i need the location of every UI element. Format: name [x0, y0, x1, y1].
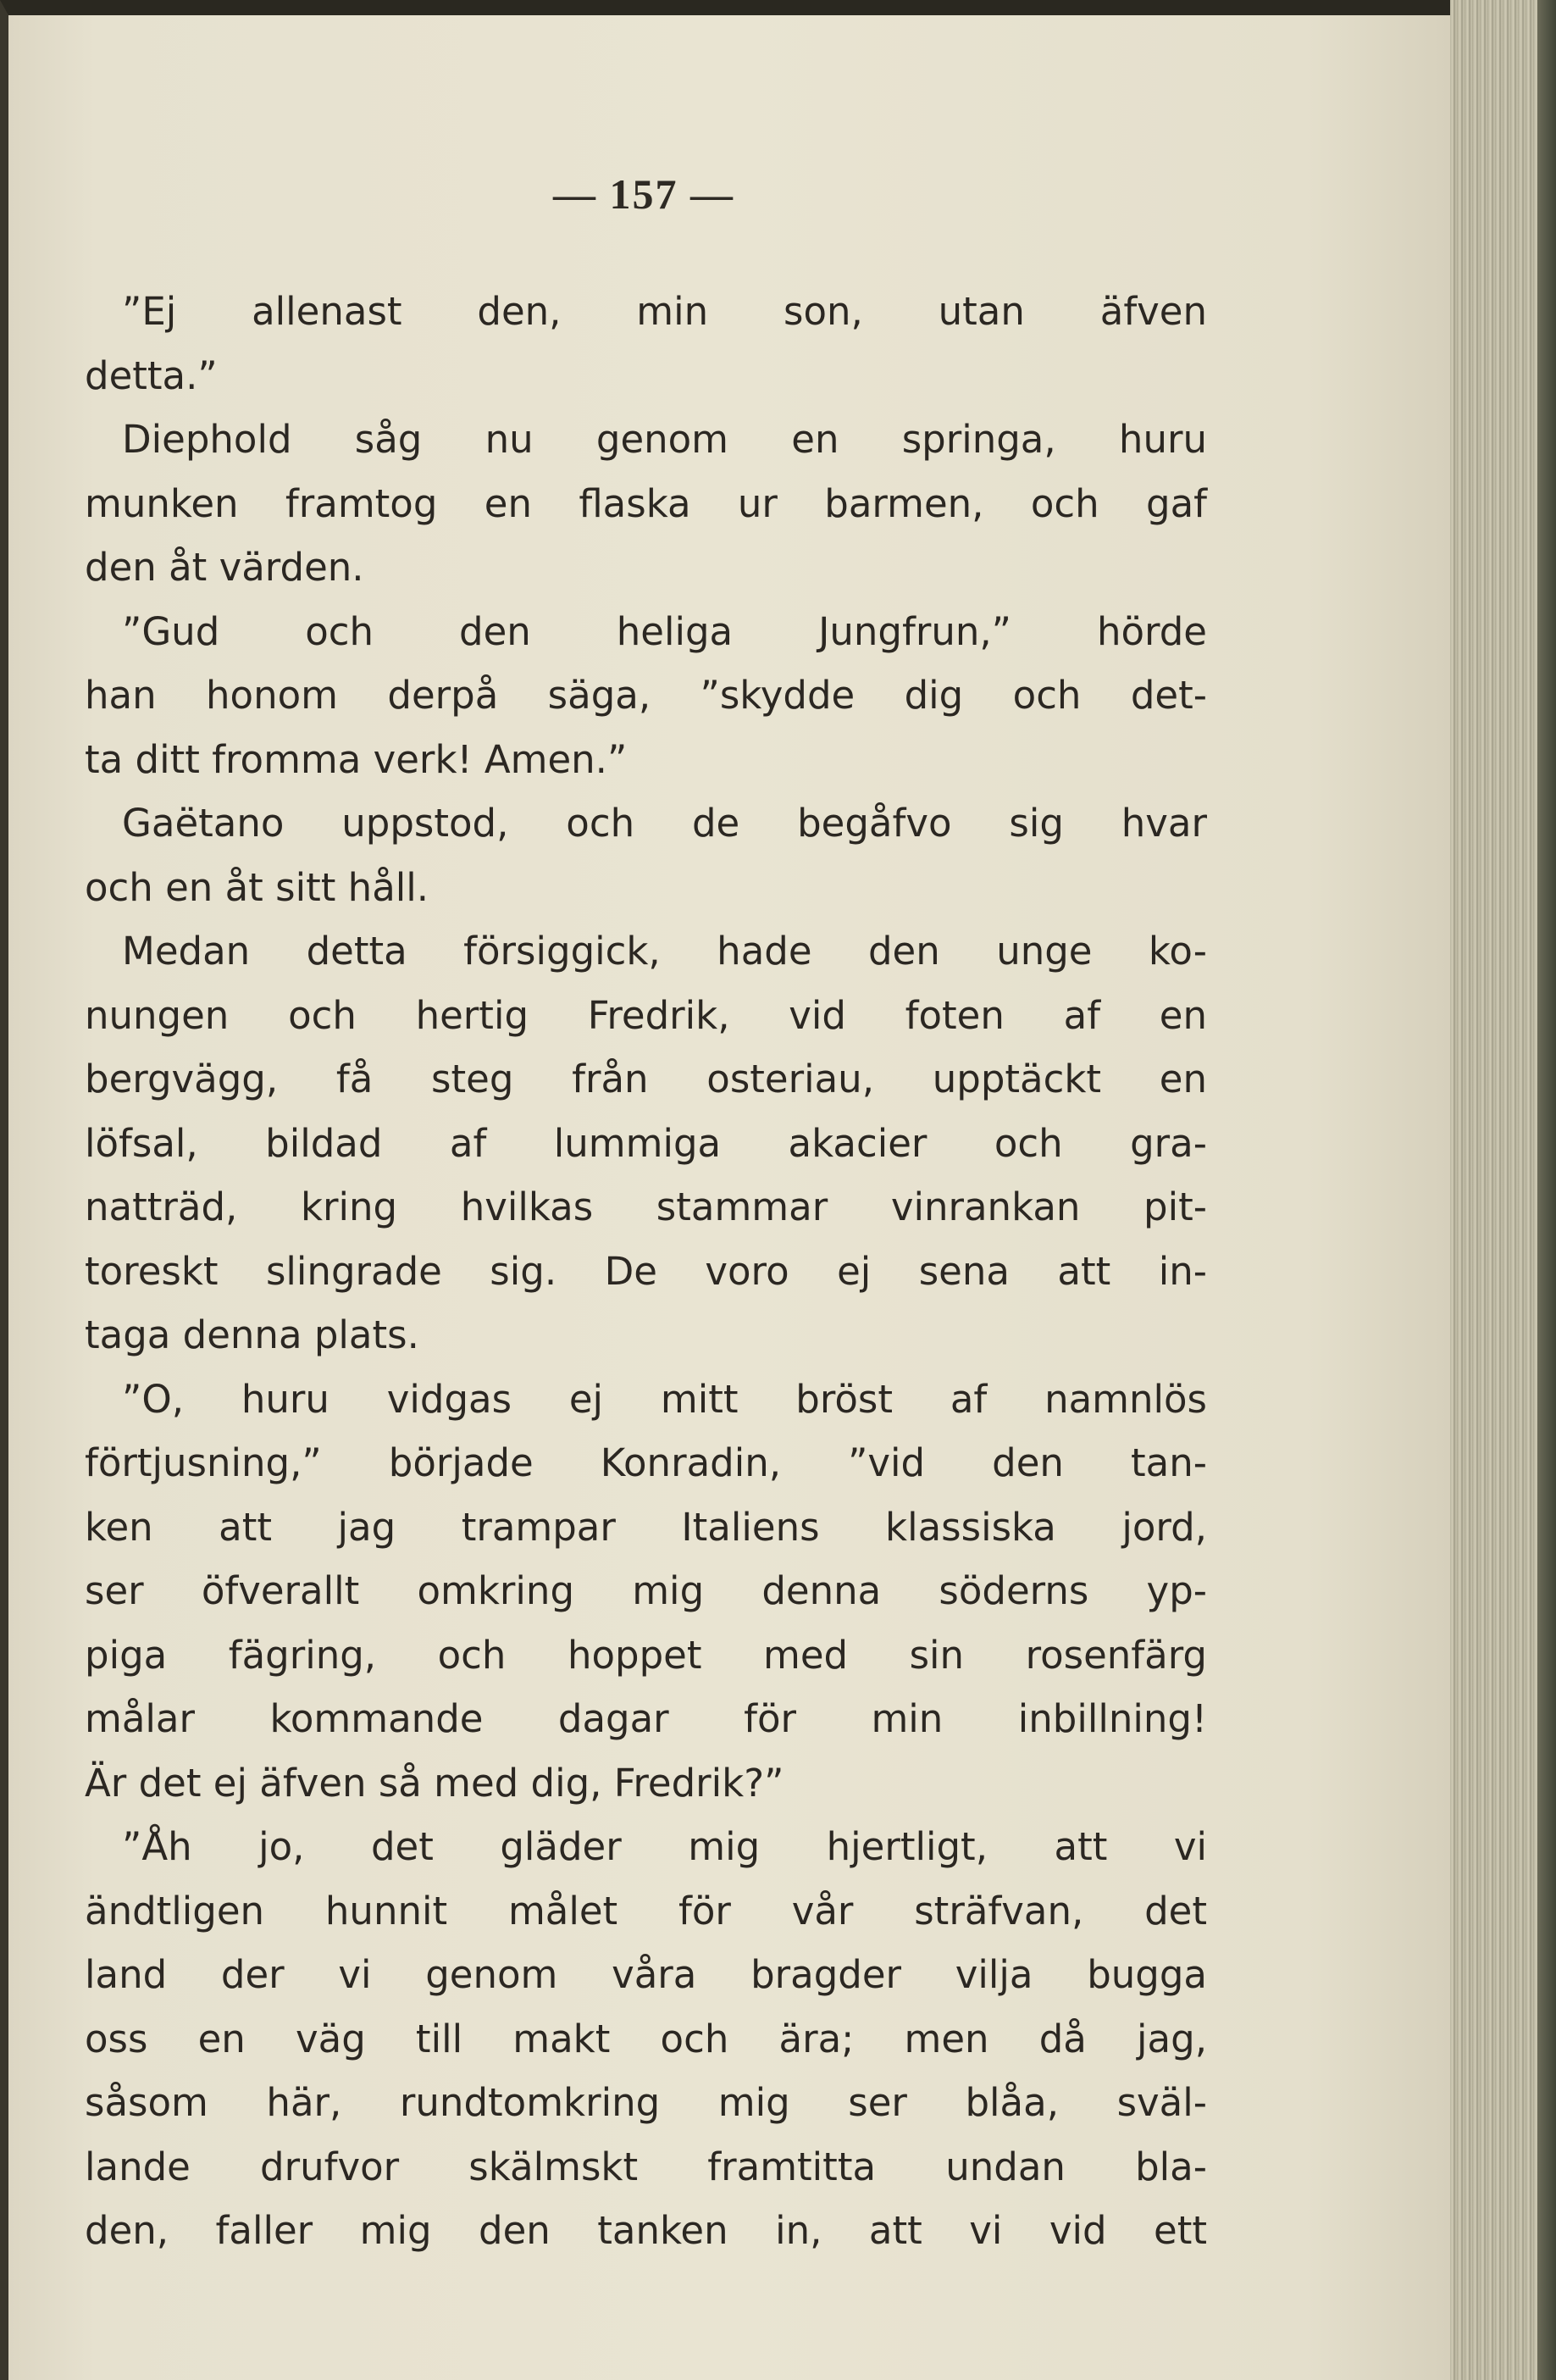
- text-line: Diephold såg nu genom en springa, huru: [122, 417, 1207, 462]
- text-line: Gaëtano uppstod, och de begåfvo sig hvar: [122, 801, 1207, 846]
- text-line: löfsal, bildad af lummiga akacier och gra-: [85, 1120, 1207, 1166]
- text-line: toreskt slingrade sig. De voro ej sena att in-: [85, 1248, 1207, 1294]
- text-line: ”Gud och den heliga Jungfrun,” hörde: [122, 608, 1207, 654]
- text-line: och en åt sitt håll.: [85, 864, 429, 910]
- text-line: ser öfverallt omkring mig denna söderns yp-: [85, 1568, 1207, 1613]
- text-line: Är det ej äfven så med dig, Fredrik?”: [85, 1760, 784, 1806]
- text-line: ”Ej allenast den, min son, utan äfven: [122, 289, 1207, 334]
- text-line: Medan detta försiggick, hade den unge ko-: [122, 929, 1207, 974]
- text-line: land der vi genom våra bragder vilja bugga: [85, 1952, 1207, 1997]
- text-line: nungen och hertig Fredrik, vid foten af en: [85, 992, 1207, 1038]
- text-line: piga fägring, och hoppet med sin rosenfärg: [85, 1632, 1207, 1678]
- text-line: ta ditt fromma verk! Amen.”: [85, 736, 628, 782]
- text-line: detta.”: [85, 352, 218, 398]
- text-line: målar kommande dagar för min inbillning!: [85, 1696, 1207, 1741]
- text-line: natträd, kring hvilkas stammar vinrankan pit-: [85, 1184, 1207, 1229]
- text-line: ”O, huru vidgas ej mitt bröst af namnlös: [122, 1376, 1207, 1422]
- text-line: bergvägg, få steg från osteriau, upptäckt en: [85, 1057, 1207, 1101]
- text-line: ken att jag trampar Italiens klassiska jord,: [85, 1504, 1207, 1550]
- text-line: han honom derpå säga, ”skydde dig och det-: [85, 673, 1207, 718]
- text-line: oss en väg till makt och ära; men då jag,: [85, 2016, 1207, 2061]
- text-line: taga denna plats.: [85, 1312, 419, 1357]
- page-edges: [1450, 0, 1556, 2380]
- text-line: lande drufvor skälmskt framtitta undan bla-: [85, 2144, 1207, 2189]
- text-line: munken framtog en flaska ur barmen, och gaf: [85, 480, 1207, 526]
- text-line: förtjusning,” började Konradin, ”vid den tan-: [85, 1440, 1207, 1485]
- text-line: den, faller mig den tanken in, att vi vid ett: [85, 2208, 1207, 2253]
- text-line: ändtligen hunnit målet för vår sträfvan, det: [85, 1888, 1207, 1933]
- text-line: den åt värden.: [85, 545, 364, 590]
- body-text: [85, 280, 1207, 2263]
- text-line: såsom här, rundtomkring mig ser blåa, sväl-: [85, 2080, 1207, 2125]
- page-number: — 157 —: [553, 170, 734, 218]
- text-line: ”Åh jo, det gläder mig hjertligt, att vi: [122, 1824, 1207, 1869]
